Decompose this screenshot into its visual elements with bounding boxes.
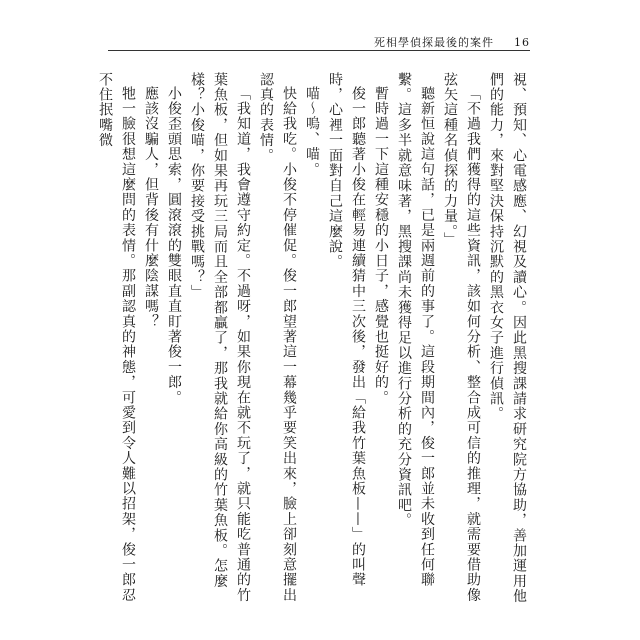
paragraph: 俊一郎聽著小俊在輕易連續猜中三次後，發出「給我竹葉魚板——」的叫聲時，心裡一面對自己這麼說。 bbox=[327, 72, 366, 588]
paragraph: 快給我吃。小俊不停催促。俊一郎望著這一幕幾乎要笑出來，臉上卻刻意擺出認真的表情。 bbox=[258, 72, 297, 603]
paragraph: 牠一臉很想這麼問的表情。那副認真的神態，可愛到令人難以招架，俊一郎忍不住抿嘴微 bbox=[97, 72, 136, 603]
paragraph: 應該沒騙人，但背後有什麼陰謀嗎？ bbox=[143, 86, 159, 330]
paragraph: 暫時過一下這種安穩的小日子，感覺也挺好的。 bbox=[373, 86, 389, 406]
paragraph: 「我知道，我會遵守約定。不過呀，如果你現在就不玩了，就只能吃普通的竹葉魚板，但如果再玩三局而且全部都贏了，那我就給你高級的竹葉魚板。怎麼樣？小俊喵，你要接受挑戰嗎？」 bbox=[189, 72, 251, 603]
body-text bbox=[97, 72, 530, 612]
paragraph: 喵～嗚、喵。 bbox=[304, 86, 320, 178]
header-rule bbox=[108, 50, 530, 51]
book-title: 死相學偵探最後的案件 bbox=[374, 36, 494, 49]
paragraph: 「不過我們獲得的這些資訊，該如何分析、整合成可信的推理，就需要借助像弦矢這種名偵探的力量。」 bbox=[442, 72, 481, 603]
running-header bbox=[374, 34, 530, 50]
page-number: 16 bbox=[514, 36, 530, 49]
paragraph: 視、預知、心電感應、幻視及讀心。因此黑搜課請求研究院方協助，善加運用他們的能力，來對堅決保持沉默的黑衣女子進行偵訊。 bbox=[488, 72, 527, 604]
paragraph: 小俊歪頭思索，圓滾滾的雙眼直直盯著俊一郎。 bbox=[166, 86, 182, 406]
paragraph: 聽新恒說這句話，已是兩週前的事了。這段期間內，俊一郎並未收到任何聯繫。這多半就意味著，黑搜課尚未獲得足以進行分析的充分資訊吧。 bbox=[396, 72, 435, 588]
